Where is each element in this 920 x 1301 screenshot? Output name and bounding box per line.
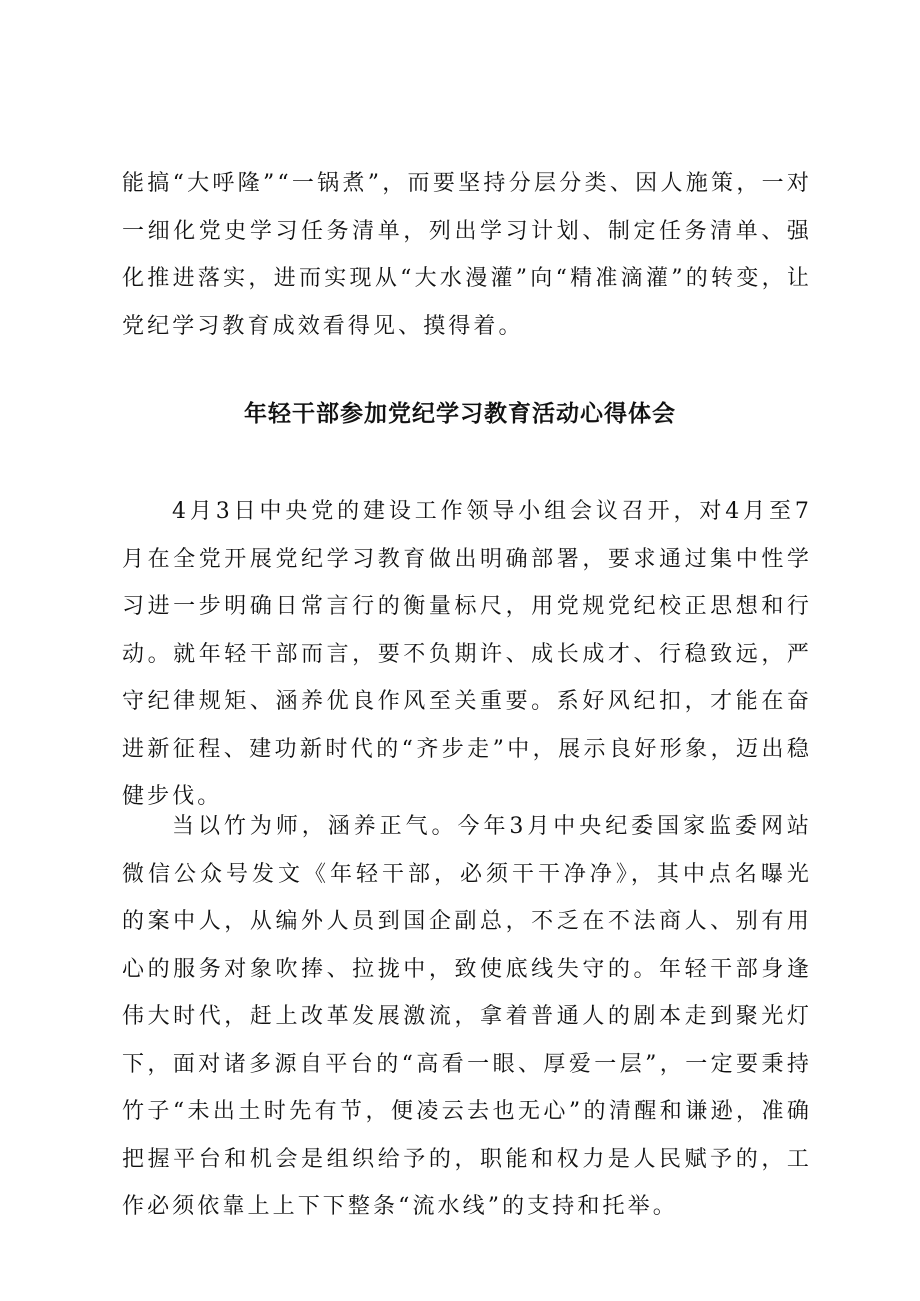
- body-paragraph-2: 当以竹为师，涵养正气。今年3月中央纪委国家监委网站微信公众号发文《年轻干部，必须干干净净》，其中点名曝光的案中人，从编外人员到国企副总，不乏在不法商人、别有用心的服务对象吹捧、拉拢中，致使底线失守的。年轻干部身逢伟大时代，赶上改革发展激流，拿着普通人的剧本走到聚光灯下，面对诸多源自平台的“高看一眼、厚爱一层”，一定要秉持竹子“未出土时先有节，便凌云去也无心”的清醒和谦逊，准确把握平台和机会是组织给予的，职能和权力是人民赋予的，工作必须依靠上上下下整条“流水线”的支持和托举。: [122, 814, 812, 1219]
- body-paragraph-1: 4月3日中央党的建设工作领导小组会议召开，对4月至7月在全党开展党纪学习教育做出明确部署，要求通过集中性学习进一步明确日常言行的衡量标尺，用党规党纪校正思想和行动。就年轻干部而言，要不负期许、成长成才、行稳致远，严守纪律规矩、涵养优良作风至关重要。系好风纪扣，才能在奋进新征程、建功新时代的“齐步走”中，展示良好形象，迈出稳健步伐。: [122, 499, 812, 809]
- continued-paragraph: 能搞“大呼隆”“一锅煮”，而要坚持分层分类、因人施策，一对一细化党史学习任务清单，列出学习计划、制定任务清单、强化推进落实，进而实现从“大水漫灌”向“精准滴灌”的转变，让党纪学习教育成效看得见、摸得着。: [122, 171, 812, 339]
- document-title: 年轻干部参加党纪学习教育活动心得体会: [244, 401, 676, 427]
